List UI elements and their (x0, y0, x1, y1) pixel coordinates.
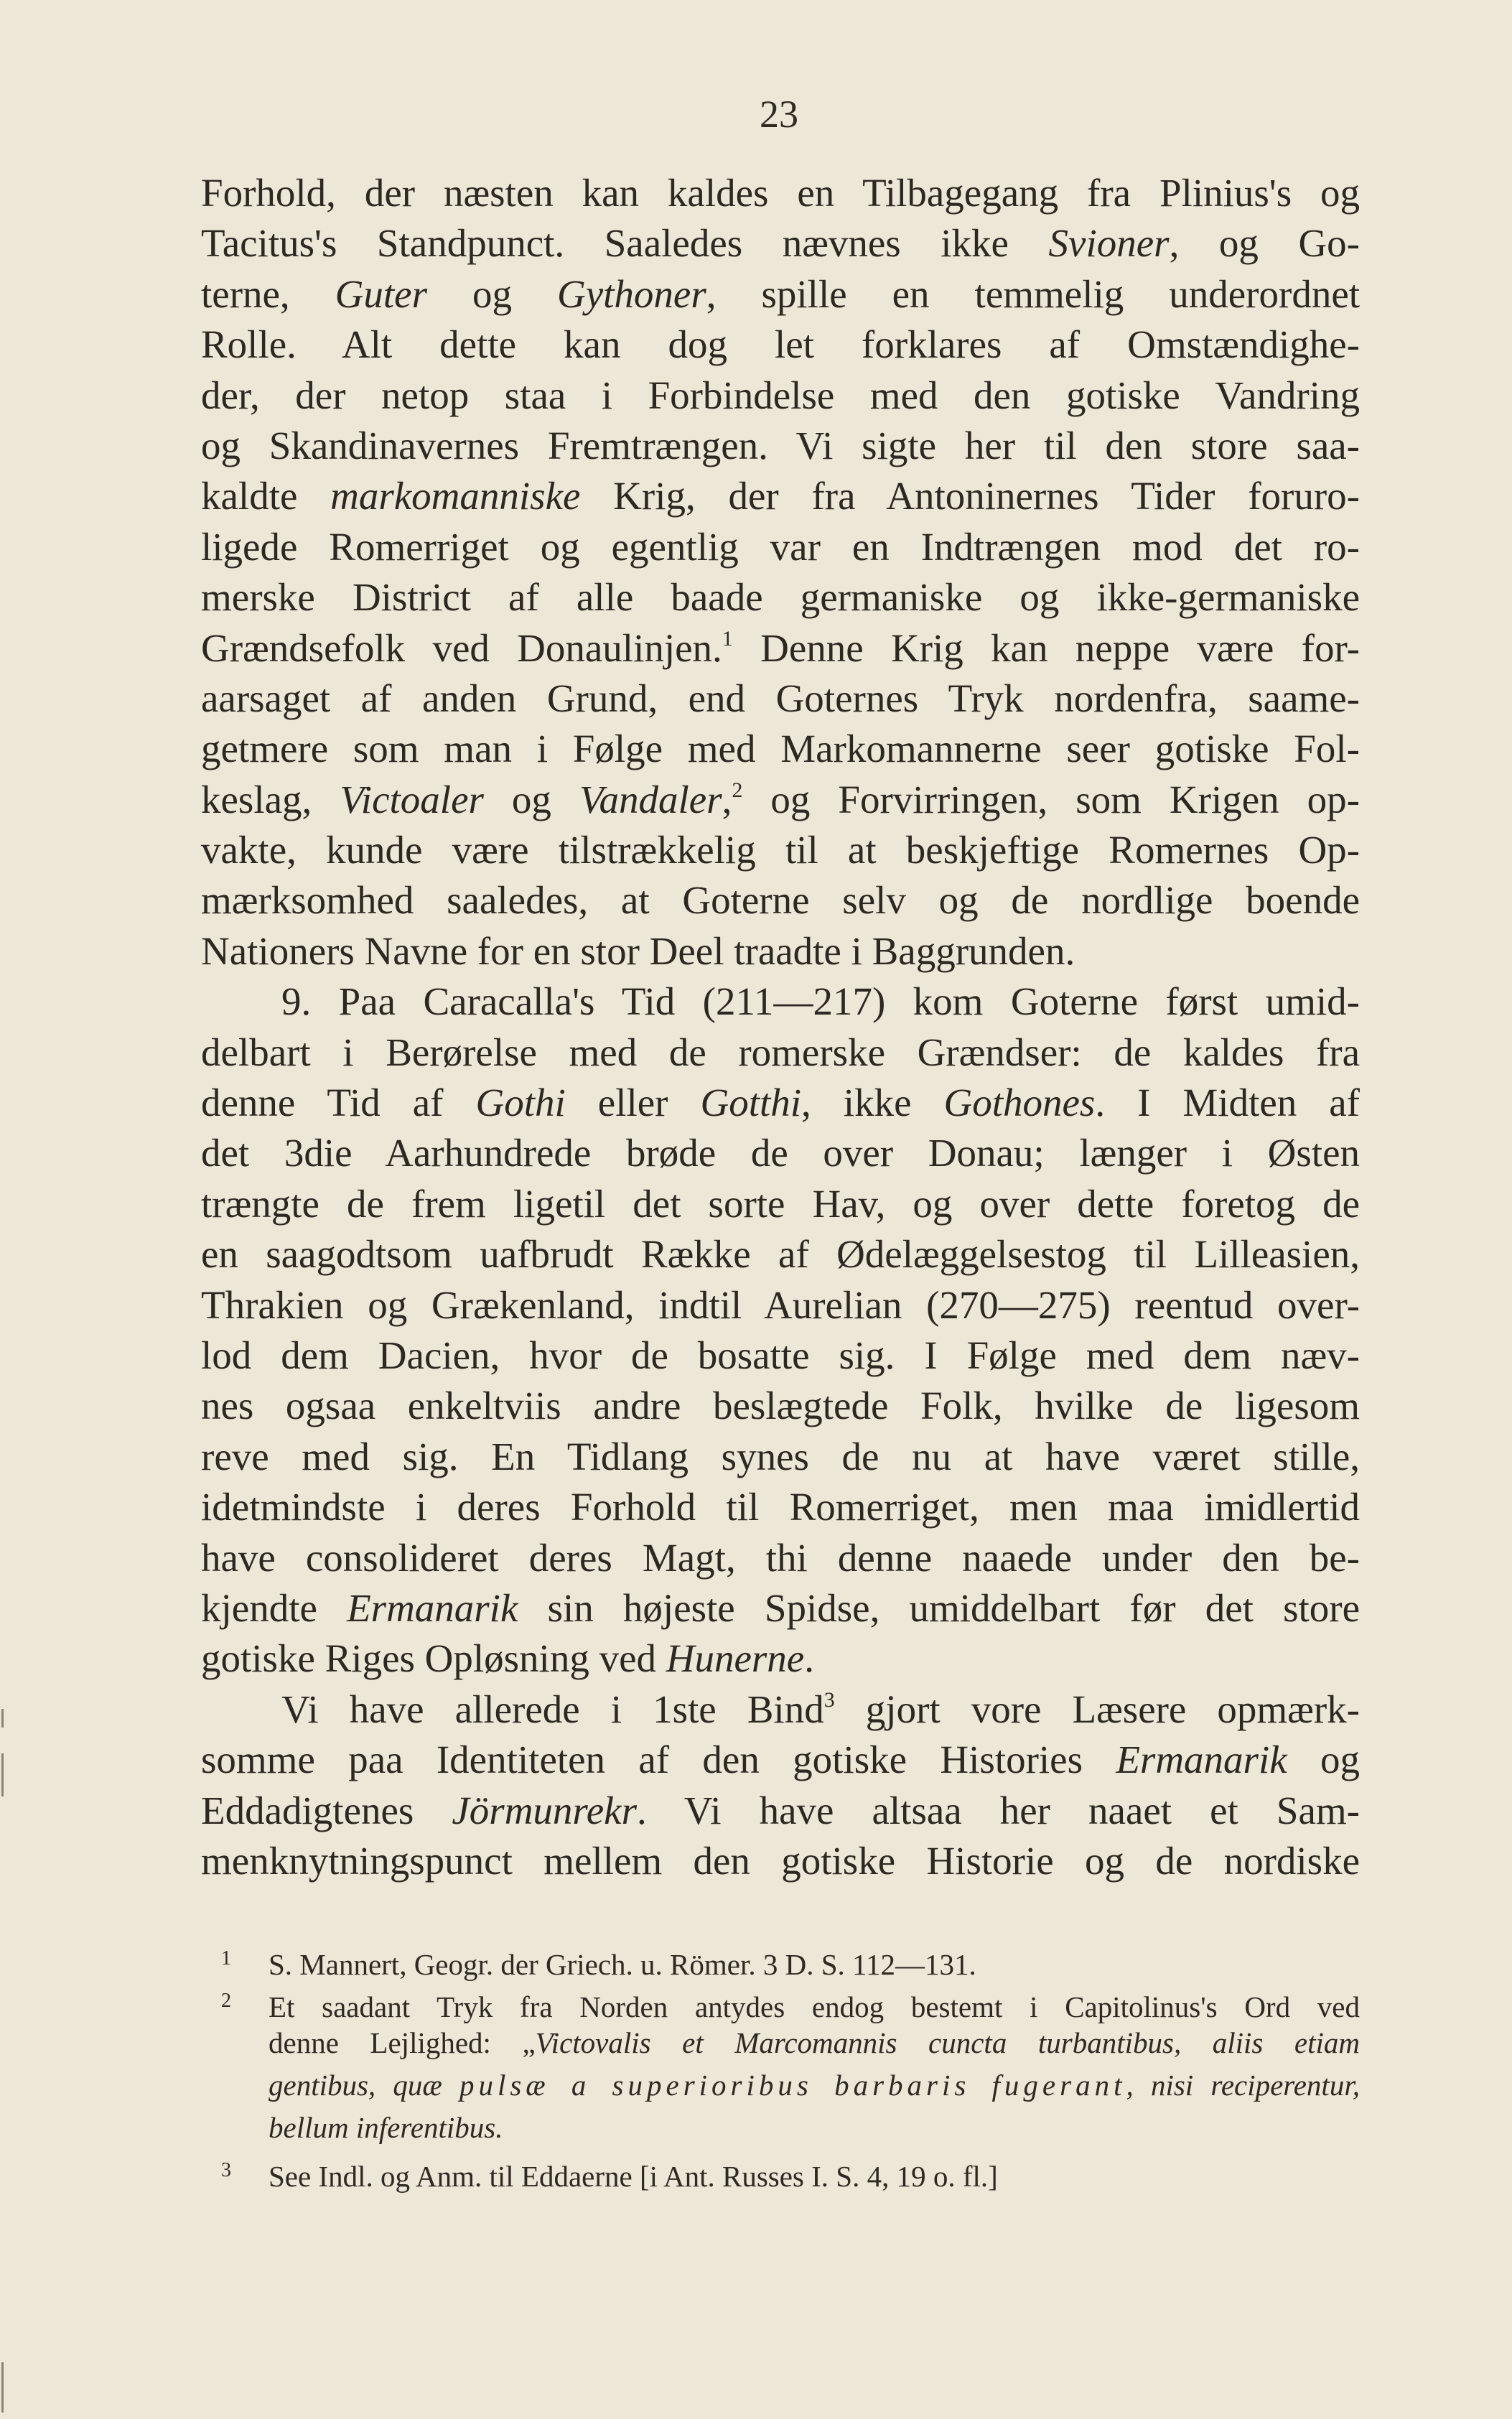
text-line: mærksomhed saaledes, at Goterne selv og de nordlige boende (201, 878, 1360, 923)
text-line: delbart i Berørelse med de romerske Grændser: de kaldes fra (201, 1030, 1360, 1074)
text-line: have consolideret deres Magt, thi denne naaede under den be- (201, 1535, 1360, 1580)
text-line: gotiske Riges Opløsning ved Hunerne. (201, 1636, 814, 1681)
text-line: det 3die Aarhundrede brøde de over Donau; længer i Østen (201, 1131, 1360, 1175)
footnote-ref[interactable]: 1 (722, 626, 733, 651)
text-line: nes ogsaa enkeltviis andre beslægtede Folk, hvilke de ligesom (201, 1384, 1360, 1428)
text-line: kaldte markomanniske Krig, der fra Antoninernes Tider foruro- (201, 474, 1360, 518)
text-line: menknytningspunct mellem den gotiske Historie og de nordiske (201, 1838, 1360, 1883)
scan-edge-mark (1, 1753, 4, 1796)
text-line: merske District af alle baade germaniske og ikke-germaniske (201, 575, 1360, 620)
paragraph-start: Vi have allerede i 1ste Bind$^3$ gjort vore Læsere opmærk- (281, 1687, 1360, 1731)
footnote-number: 2 (221, 1990, 231, 2012)
footnote-number: 3 (221, 2159, 231, 2181)
text-line: Nationers Navne for en stor Deel traadte i Baggrunden. (201, 928, 1075, 973)
page-number: 23 (760, 93, 798, 136)
text-line: Thrakien og Grækenland, indtil Aurelian (270—275) reentud over- (201, 1282, 1360, 1327)
body-text (201, 168, 1360, 1886)
scan-edge-mark (1, 1709, 4, 1728)
paragraph-start: 9. Paa Caracalla's Tid (211—217) kom Goterne først umid- (281, 979, 1360, 1024)
text-line: reve med sig. En Tidlang synes de nu at have været stille, (201, 1434, 1360, 1478)
text-line: idetmindste i deres Forhold til Romerriget, men maa imidlertid (201, 1485, 1360, 1529)
footnote-3: 3 See Indl. og Anm. til Eddaerne [i Ant. Russes I. S. 4, 19 o. fl.] (201, 2149, 1360, 2191)
footnote-2-cont: gentibus, quæ pulsæ a superioribus barbaris fugerant, nisi reciperentur, (269, 2069, 1360, 2102)
text-line: kjendte Ermanarik sin højeste Spidse, umiddelbart før det store (201, 1585, 1360, 1630)
footnote-number: 1 (221, 1947, 231, 1970)
text-line: keslag, Victoaler og Vandaler,$^2$ og Forvirringen, som Krigen op- (201, 777, 1360, 821)
text-line: getmere som man i Følge med Markomannerne seer gotiske Fol- (201, 727, 1360, 771)
text-line: somme paa Identiteten af den gotiske Histories Ermanarik og (201, 1738, 1360, 1782)
footnote-2-cont: denne Lejlighed: „Victovalis et Marcomannis cuncta turbantibus, aliis etiam (269, 2026, 1360, 2059)
footnote-1: 1 S. Mannert, Geogr. der Griech. u. Römer. 3 D. S. 112—131. (201, 1937, 1360, 1980)
text-line: Eddadigtenes Jörmunrekr. Vi have altsaa her naaet et Sam- (201, 1788, 1360, 1832)
text-line: Grændsefolk ved Donaulinjen.$^1$ Denne Krig kan neppe være for- (201, 625, 1360, 670)
text-line: og Skandinavernes Fremtrængen. Vi sigte her til den store saa- (201, 423, 1360, 467)
text-line: der, der netop staa i Forbindelse med den gotiske Vandring (201, 373, 1360, 417)
footnote-2: 2 Et saadant Tryk fra Norden antydes endog bestemt i Capitolinus's Ord ved (201, 1980, 1360, 2022)
text-line: Tacitus's Standpunct. Saaledes nævnes ikke Svioner, og Go- (201, 221, 1360, 266)
footnotes (201, 1937, 1360, 2191)
text-line: Forhold, der næsten kan kaldes en Tilbagegang fra Plinius's og (201, 171, 1360, 215)
text-line: Rolle. Alt dette kan dog let forklares af Omstændighe- (201, 322, 1360, 367)
scan-edge-mark (1, 2362, 4, 2413)
text-line: ligede Romerriget og egentlig var en Indtrængen mod det ro- (201, 524, 1360, 569)
text-line: en saagodtsom uafbrudt Række af Ødelæggelsestog til Lilleasien, (201, 1232, 1360, 1277)
footnote-ref[interactable]: 2 (732, 778, 743, 802)
text-line: trængte de frem ligetil det sorte Hav, og over dette foretog de (201, 1181, 1360, 1226)
footnote-2-cont: bellum inferentibus. (269, 2111, 503, 2144)
text-line: aarsaget af anden Grund, end Goternes Tryk nordenfra, saame- (201, 676, 1360, 720)
text-line: lod dem Dacien, hvor de bosatte sig. I Følge med dem næv- (201, 1333, 1360, 1377)
text-line: denne Tid af Gothi eller Gotthi, ikke Gothones. I Midten af (201, 1081, 1360, 1125)
footnote-ref[interactable]: 3 (823, 1687, 835, 1712)
text-line: vakte, kunde være tilstrækkelig til at beskjeftige Romernes Op- (201, 828, 1360, 872)
text-line: terne, Guter og Gythoner, spille en temmelig underordnet (201, 271, 1361, 316)
